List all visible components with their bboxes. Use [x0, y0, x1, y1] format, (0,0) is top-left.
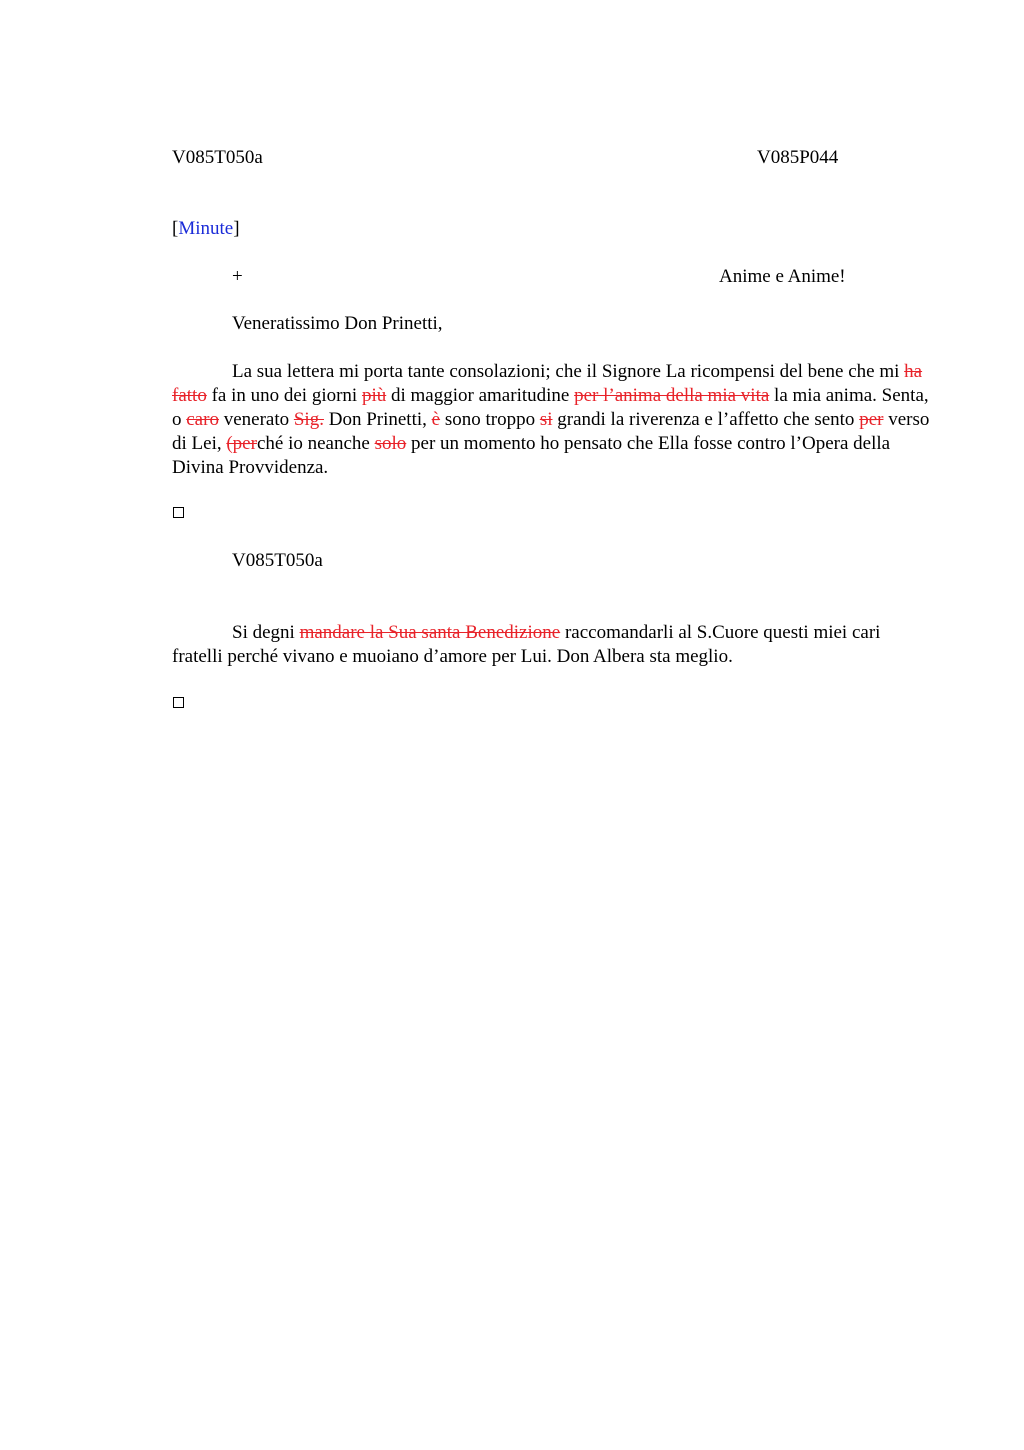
text-run: Don Prinetti,	[323, 409, 432, 430]
text-run: per un momento ho pensato che Ella fosse contro l’Opera della Divina Provvidenza.	[172, 433, 891, 478]
bracket-open: [	[172, 218, 179, 239]
page-break-box	[173, 697, 184, 708]
text-run: fa in uno dei giorni	[206, 385, 362, 406]
text-run: la mia anima. Senta, o	[172, 385, 929, 430]
text-run: Si degni	[232, 622, 300, 643]
minute-word: Minute	[178, 218, 234, 239]
text-run: venerato	[218, 409, 294, 430]
text-run: di maggior amaritudine	[386, 385, 575, 406]
text-run: grandi la riverenza e l’affetto che sento	[552, 409, 860, 430]
deleted-text: (per	[226, 433, 257, 454]
deleted-text: Sig.	[293, 409, 324, 430]
letter-paragraph-1	[172, 360, 932, 480]
deleted-text: si	[539, 409, 553, 430]
text-run: La sua lettera mi porta tante consolazioni; che il Signore La ricompensi del bene che mi	[232, 361, 905, 382]
section-code: V085T050a	[232, 550, 323, 571]
text-run: sono troppo	[440, 409, 540, 430]
deleted-text: più	[361, 385, 387, 406]
page-break-box	[173, 507, 184, 518]
salutation: Veneratissimo Don Prinetti,	[232, 313, 443, 334]
text-run: raccomandarli al S.Cuore questi miei cari fratelli perché vivano e muoiano d’amore per Lui. Don Albera sta meglio.	[172, 622, 881, 667]
document-code-left: V085T050a	[172, 147, 263, 168]
deleted-text: è	[431, 409, 441, 430]
deleted-text: per l’anima della mia vita	[574, 385, 770, 406]
deleted-text: per	[859, 409, 884, 430]
bracket-close: ]	[233, 218, 240, 239]
deleted-text: ha fatto	[172, 361, 923, 406]
letter-paragraph-2	[172, 621, 932, 669]
minute-label	[172, 217, 240, 241]
deleted-text: mandare la Sua santa Benedizione	[299, 622, 561, 643]
text-run: ché io neanche	[256, 433, 375, 454]
text-run: verso di Lei,	[172, 409, 930, 454]
deleted-text: caro	[186, 409, 219, 430]
motto: Anime e Anime!	[719, 266, 846, 287]
cross-symbol: +	[232, 266, 243, 287]
deleted-text: solo	[374, 433, 407, 454]
document-code-right: V085P044	[757, 147, 839, 168]
